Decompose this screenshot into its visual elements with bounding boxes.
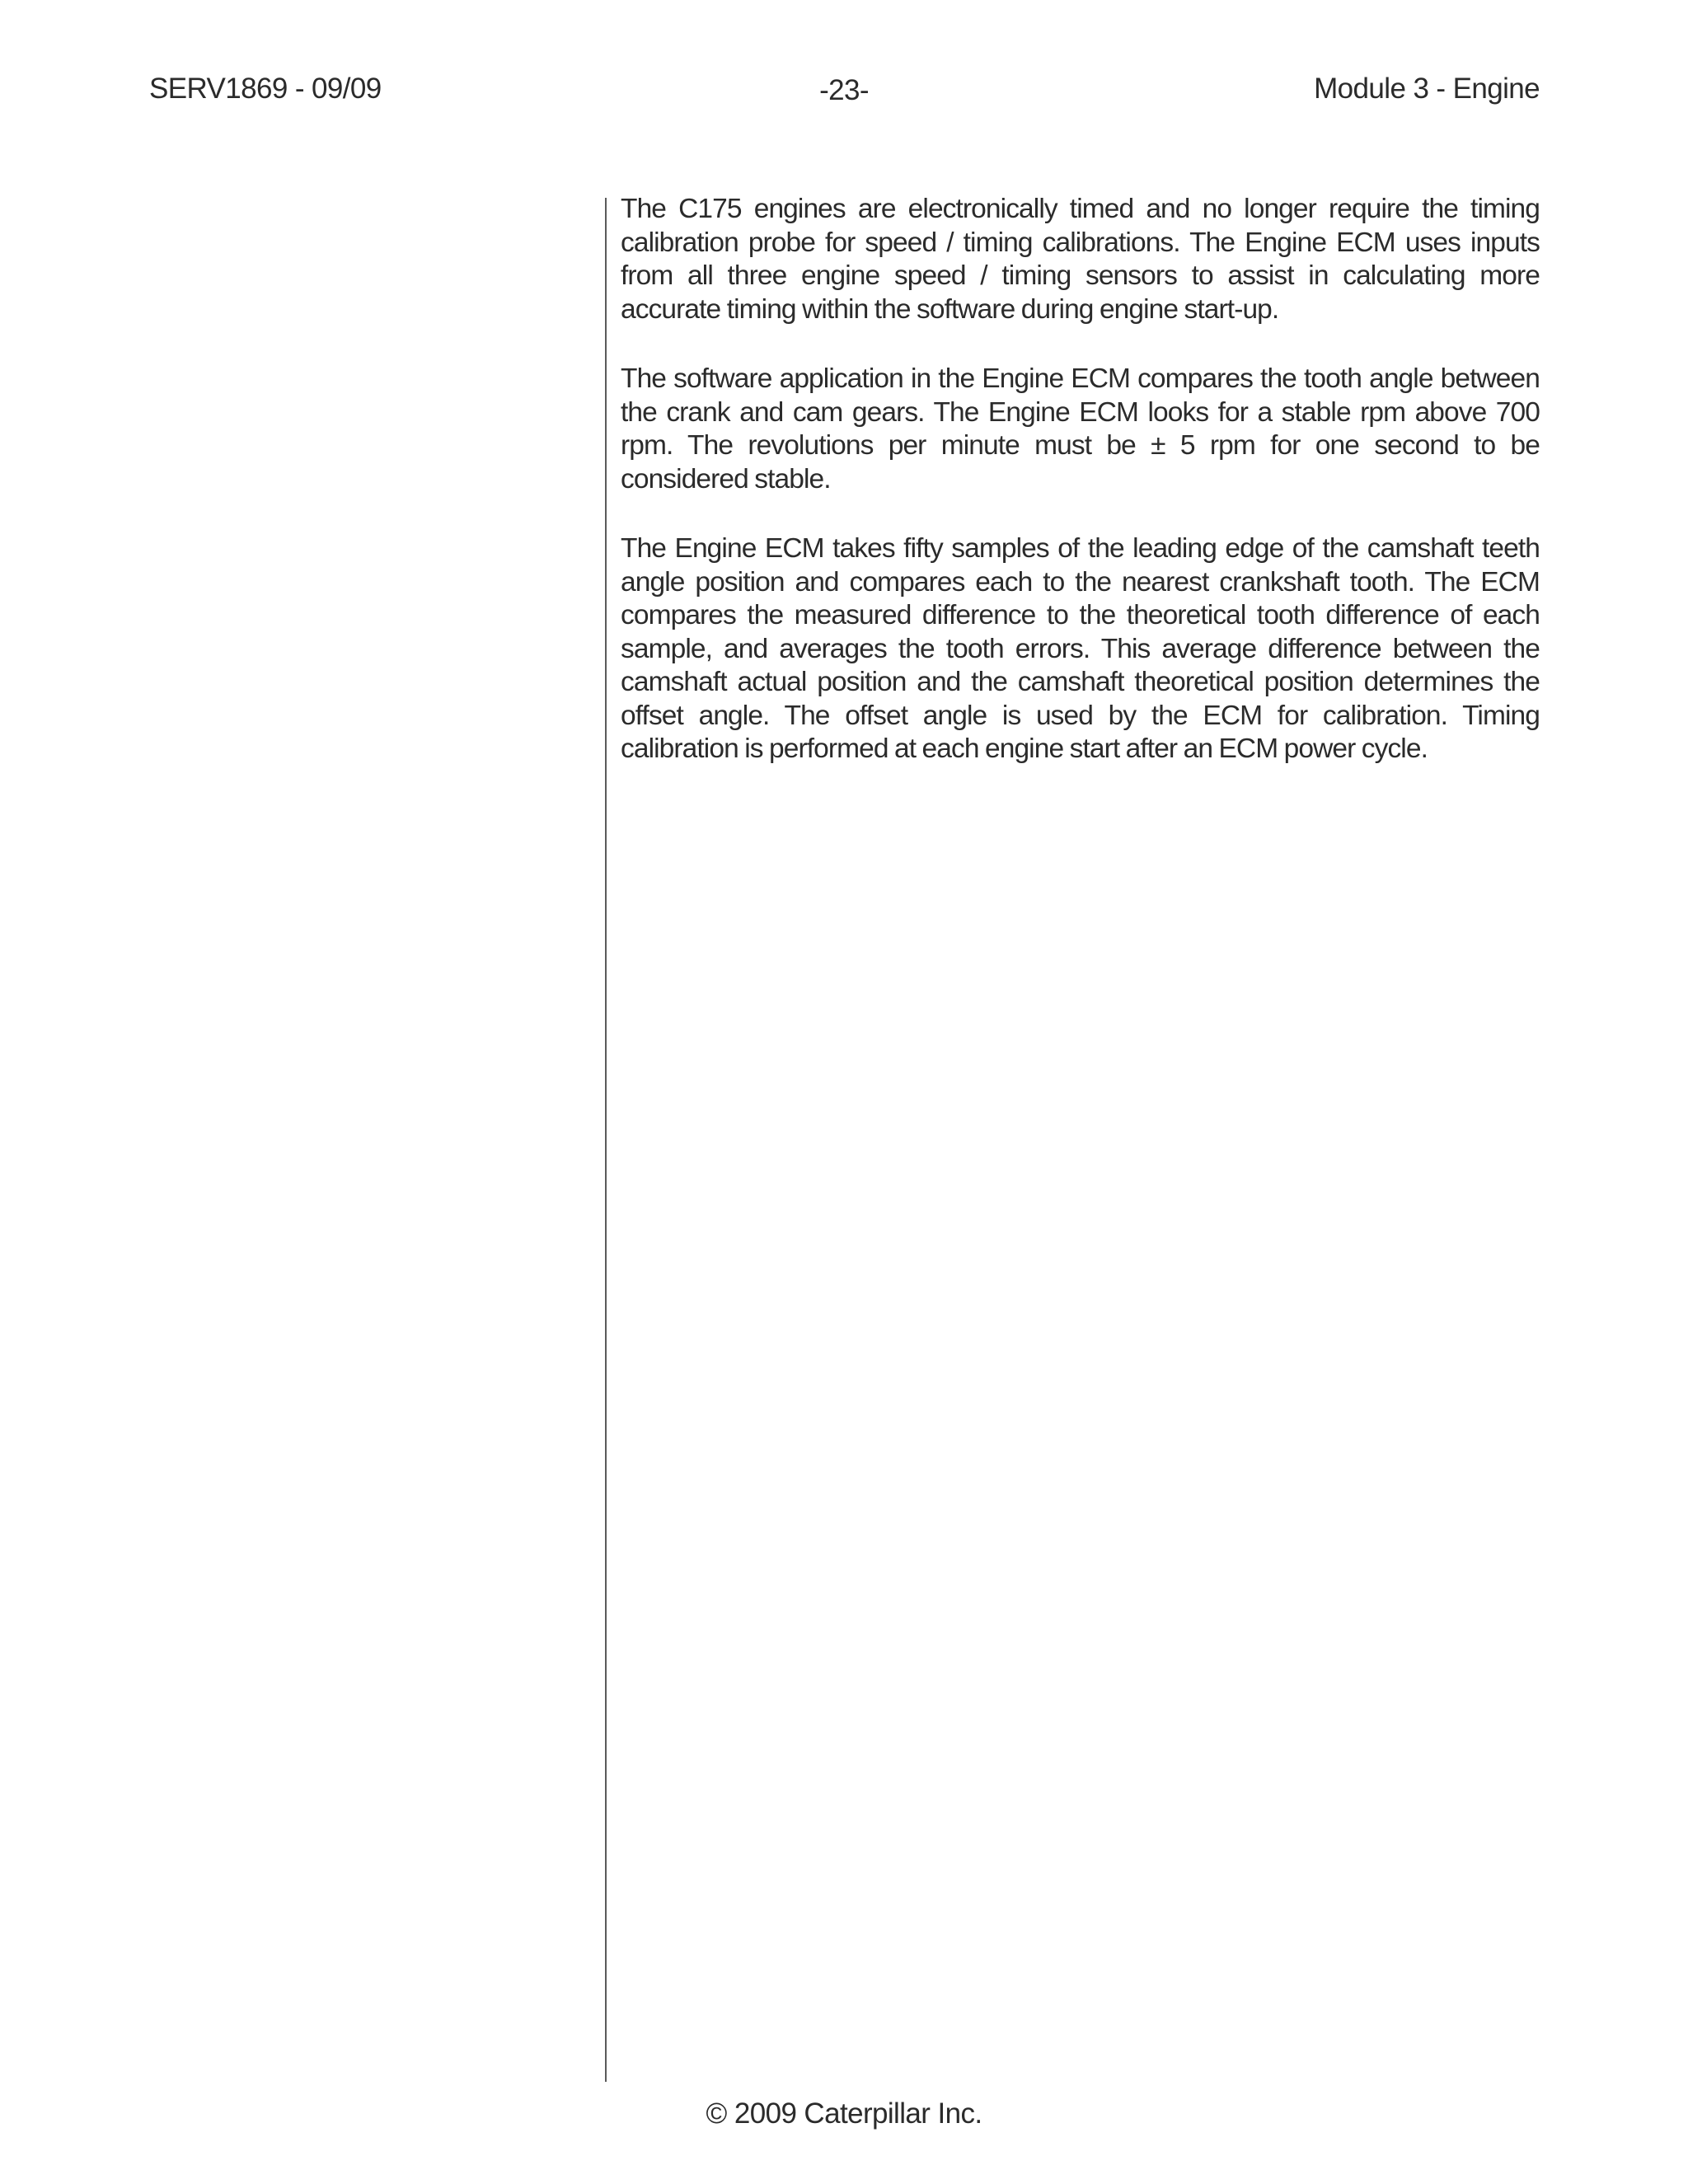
body-text-column (621, 193, 1540, 803)
paragraph-timing-overview: The C175 engines are electronically timed and no longer require the timing calibration probe for speed / timing calibrations. The Engine ECM uses inputs from all three engine speed / timing sensors to assist in calculating more accurate timing within the software during engine start-up. (621, 194, 1540, 325)
column-divider (605, 198, 607, 2082)
copyright-footer: © 2009 Caterpillar Inc. (706, 2097, 982, 2130)
paragraph-tooth-angle: The software application in the Engine ECM compares the tooth angle between the crank and cam gears. The Engine ECM looks for a stable rpm above 700 rpm. The revolutions per minute must be ± 5 rpm for one second to be considered stable. (621, 363, 1540, 494)
page-number: -23- (819, 74, 869, 106)
module-title: Module 3 - Engine (1314, 73, 1540, 105)
paragraph-offset-angle: The Engine ECM takes fifty samples of the leading edge of the camshaft teeth angle position and compares each to the nearest crankshaft tooth. The ECM compares the measured difference to the theoretical tooth difference of each sample, and averages the tooth errors. This average difference between the camshaft actual position and the camshaft theoretical position determines the offset angle. The offset angle is used by the ECM for calibration. Timing calibration is performed at each engine start after an ECM power cycle. (621, 533, 1540, 764)
document-id: SERV1869 - 09/09 (149, 73, 382, 105)
